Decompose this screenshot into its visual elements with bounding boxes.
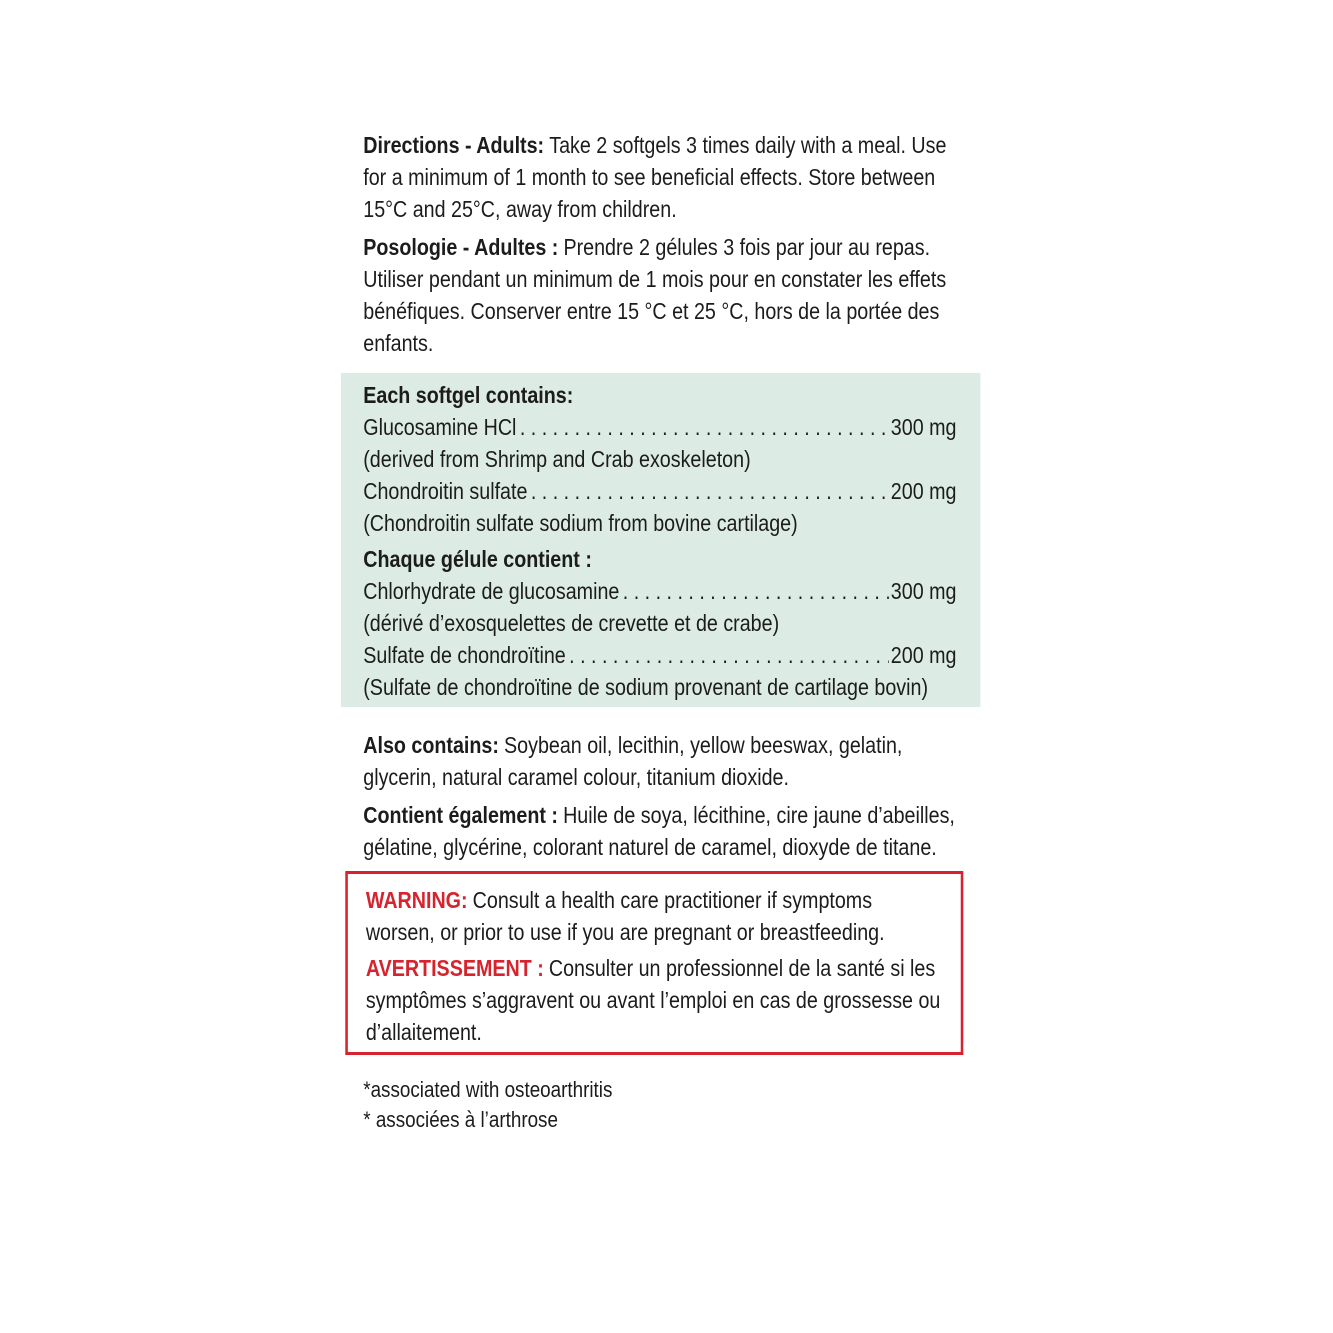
ingredient-name: Sulfate de chondroïtine bbox=[363, 642, 566, 668]
ingredient-row-glucosamine-fr bbox=[363, 575, 956, 607]
dot-leader bbox=[569, 639, 889, 671]
ingredient-note: (derived from Shrimp and Crab exoskeleton) bbox=[363, 446, 751, 472]
footnotes bbox=[363, 1075, 980, 1135]
warning-fr-label: AVERTISSEMENT : bbox=[365, 955, 544, 981]
warning-en-paragraph bbox=[366, 884, 946, 948]
also-contains-fr-text: Huile de soya, lécithine, cire jaune d’abeilles, gélatine, glycérine, colorant naturel de caramel, dioxyde de titane. bbox=[363, 802, 955, 860]
ingredients-heading-en: Each softgel contains: bbox=[363, 382, 574, 408]
supplement-label bbox=[341, 129, 980, 1135]
ingredient-note: (Sulfate de chondroïtine de sodium provenant de cartilage bovin) bbox=[363, 674, 929, 700]
directions-en-paragraph bbox=[363, 129, 962, 225]
directions-fr-paragraph bbox=[363, 231, 962, 359]
also-contains-en-label: Also contains: bbox=[363, 732, 499, 758]
also-contains-en-text: Soybean oil, lecithin, yellow beeswax, gelatin, glycerin, natural caramel colour, titanium dioxide. bbox=[363, 732, 903, 790]
ingredient-note: (Chondroitin sulfate sodium from bovine cartilage) bbox=[363, 510, 798, 536]
warning-fr-text: Consulter un professionnel de la santé si les symptômes s’aggravent ou avant l’emploi en cas de grossesse ou d’allaitement. bbox=[365, 955, 941, 1045]
also-contains-fr-label: Contient également : bbox=[363, 802, 558, 828]
ingredient-row-glucosamine-en bbox=[363, 411, 956, 443]
ingredient-amount: 300 mg bbox=[890, 414, 957, 440]
warning-en-label: WARNING: bbox=[365, 887, 468, 913]
dot-leader bbox=[520, 411, 889, 443]
ingredient-amount: 200 mg bbox=[890, 642, 957, 668]
also-contains-en-paragraph bbox=[363, 729, 962, 793]
ingredient-note: (dérivé d’exosquelettes de crevette et de crabe) bbox=[363, 610, 780, 636]
also-contains-fr-paragraph bbox=[363, 799, 962, 863]
ingredient-name: Glucosamine HCl bbox=[363, 414, 517, 440]
ingredient-name: Chlorhydrate de glucosamine bbox=[363, 578, 620, 604]
directions-en-label: Directions - Adults: bbox=[363, 132, 545, 158]
warning-en-text: Consult a health care practitioner if symptoms worsen, or prior to use if you are pregnant or breastfeeding. bbox=[365, 887, 885, 945]
ingredient-amount: 200 mg bbox=[890, 478, 957, 504]
ingredient-amount: 300 mg bbox=[890, 578, 957, 604]
dot-leader bbox=[531, 475, 889, 507]
ingredient-name: Chondroitin sulfate bbox=[363, 478, 528, 504]
footnote-en: *associated with osteoarthritis bbox=[363, 1077, 613, 1102]
ingredients-heading-fr: Chaque gélule contient : bbox=[363, 546, 592, 572]
directions-fr-text: Prendre 2 gélules 3 fois par jour au repas. Utiliser pendant un minimum de 1 mois pour en constater les effets bénéfiques. Conserver entre 15 °C et 25 °C, hors de la portée des enfants. bbox=[363, 234, 947, 356]
medicinal-ingredients-panel bbox=[341, 373, 980, 707]
directions-en-text: Take 2 softgels 3 times daily with a meal. Use for a minimum of 1 month to see beneficial effects. Store between 15°C and 25°C, away from children. bbox=[363, 132, 947, 222]
footnote-fr: * associées à l’arthrose bbox=[363, 1107, 558, 1132]
dot-leader bbox=[623, 575, 889, 607]
ingredient-row-chondroitin-fr bbox=[363, 639, 956, 671]
directions-fr-label: Posologie - Adultes : bbox=[363, 234, 559, 260]
ingredient-row-chondroitin-en bbox=[363, 475, 956, 507]
warning-fr-paragraph bbox=[366, 952, 946, 1048]
warning-panel bbox=[345, 871, 963, 1055]
